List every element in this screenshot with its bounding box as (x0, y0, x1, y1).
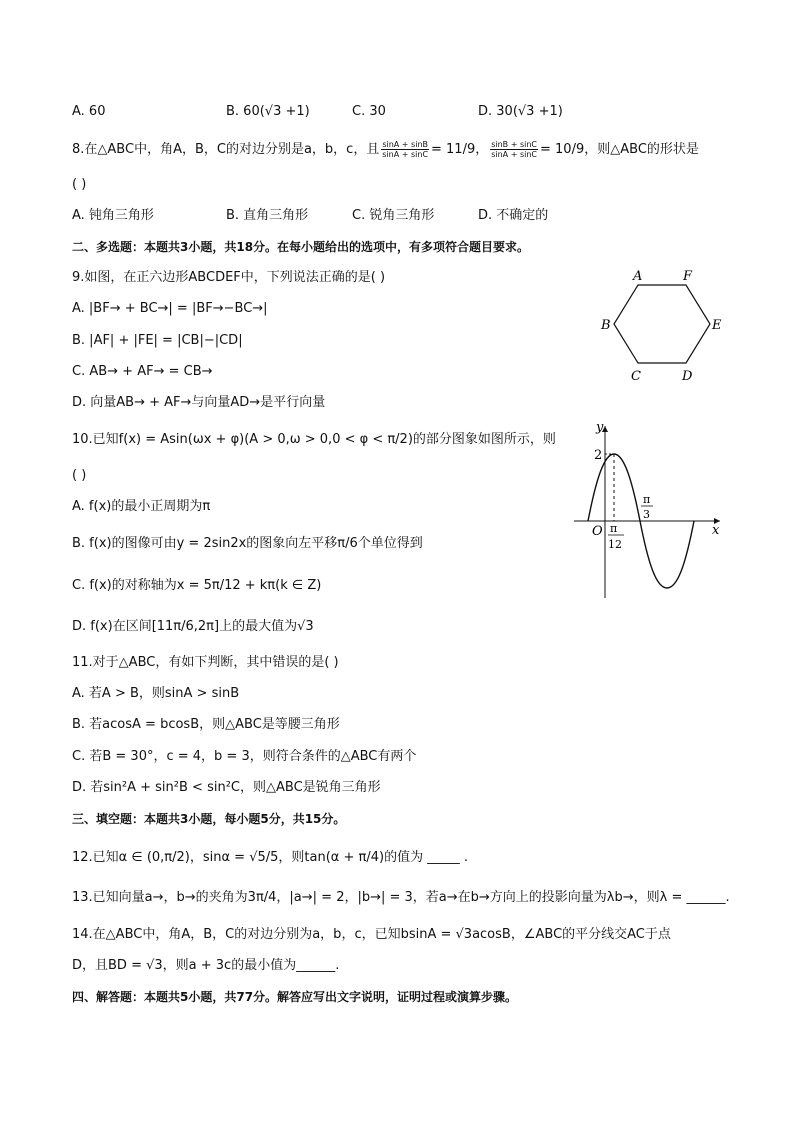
q11-option-d: D. 若sin²A + sin²B < sin²C，则△ABC是锐角三角形 (72, 780, 381, 795)
q9-option-b: B. |AF| + |FE| = |CB|−|CD| (72, 333, 243, 348)
tick-pi-12-num: π (610, 522, 618, 535)
hex-label-e: E (712, 318, 722, 333)
q8-eq2: = 10/9，则△ABC的形状是 (540, 142, 699, 157)
q10-option-d: D. f(x)在区间[11π/6,2π]上的最大值为√3 (72, 619, 314, 634)
q14-line-1: 14.在△ABC中，角A，B，C的对边分别为a，b，c，已知bsinA = √3acosB，∠ABC的平分线交AC于点 (72, 927, 671, 942)
q9-option-d: D. 向量AB→ + AF→与向量AD→是平行向量 (72, 395, 326, 410)
q13-text: 13.已知向量a→，b→的夹角为3π/4，|a→| = 2，|b→| = 3，若a→在b→方向上的投影向量为λb→，则λ = ______. (72, 890, 730, 905)
q8-frac1-num: sinA + sinB (382, 140, 428, 149)
q9-stem: 9.如图，在正六边形ABCDEF中，下列说法正确的是( ) (72, 270, 386, 285)
section-3-heading: 三、填空题：本题共3小题，每小题5分，共15分。 (72, 812, 346, 826)
sine-graph (570, 418, 730, 602)
q8-option-d: D. 不确定的 (478, 208, 549, 223)
hex-label-f: F (683, 269, 693, 284)
q7-option-a: A. 60 (72, 104, 106, 119)
q8-stem (72, 140, 699, 159)
y-axis-label: y (596, 420, 604, 435)
x-axis-label: x (712, 523, 720, 538)
q11-stem: 11.对于△ABC，有如下判断，其中错误的是( ) (72, 655, 339, 670)
q10-stem: 10.已知f(x) = Asin(ωx + φ)(A > 0,ω > 0,0 < φ < π/2)的部分图象如图所示，则 (72, 432, 556, 447)
tick-pi-3-den: 3 (643, 508, 650, 521)
q8-eq1: = 11/9， (431, 142, 489, 157)
hex-label-a: A (633, 269, 643, 284)
q12-text: 12.已知α ∈ (0,π/2)，sinα = √5/5，则tan(α + π/4)的值为 _____ . (72, 850, 468, 865)
q10-option-c: C. f(x)的对称轴为x = 5π/12 + kπ(k ∈ Z) (72, 578, 322, 593)
q8-option-b: B. 直角三角形 (226, 208, 309, 223)
q8-number: 8. (72, 142, 85, 157)
hex-label-d: D (682, 369, 693, 384)
q11-option-a: A. 若A > B，则sinA > sinB (72, 686, 240, 701)
q10-paren: ( ) (72, 468, 87, 483)
origin-label: O (592, 524, 603, 539)
q8-fraction-1 (381, 140, 429, 159)
q8-option-c: C. 锐角三角形 (352, 208, 435, 223)
q8-fraction-2 (490, 140, 538, 159)
hex-label-b: B (601, 318, 611, 333)
q11-option-c: C. 若B = 30°，c = 4，b = 3，则符合条件的△ABC有两个 (72, 749, 417, 764)
q9-option-a: A. |BF→ + BC→| = |BF→−BC→| (72, 301, 268, 316)
hex-label-c: C (631, 369, 641, 384)
peak-value-label: 2 (594, 448, 603, 463)
q7-option-d: D. 30(√3 +1) (478, 104, 563, 119)
q8-stem-text: 在△ABC中，角A，B，C的对边分别是a，b，c，且 (84, 142, 380, 157)
q10-option-a: A. f(x)的最小正周期为π (72, 499, 211, 514)
section-4-heading: 四、解答题：本题共5小题，共77分。解答应写出文字说明，证明过程或演算步骤。 (72, 990, 518, 1004)
q10-option-b: B. f(x)的图像可由y = 2sin2x的图象向左平移π/6个单位得到 (72, 536, 423, 551)
q8-frac1-den: sinA + sinC (382, 150, 429, 159)
q14-line-2: D，且BD = √3，则a + 3c的最小值为______. (72, 958, 340, 973)
q8-frac2-num: sinB + sinC (491, 140, 538, 149)
tick-pi-3-num: π (643, 493, 651, 506)
q7-option-c: C. 30 (352, 104, 386, 119)
q9-option-c: C. AB→ + AF→ = CB→ (72, 364, 213, 379)
q8-frac2-den: sinA + sinC (491, 150, 537, 159)
q7-option-b: B. 60(√3 +1) (226, 104, 310, 119)
q11-option-b: B. 若acosA = bcosB，则△ABC是等腰三角形 (72, 717, 340, 732)
q8-option-a: A. 钝角三角形 (72, 208, 154, 223)
hexagon-shape (614, 285, 710, 363)
hexagon-figure (596, 265, 726, 387)
tick-pi-12-den: 12 (608, 538, 622, 551)
q8-paren: ( ) (72, 177, 87, 192)
section-2-heading: 二、多选题：本题共3小题，共18分。在每小题给出的选项中，有多项符合题目要求。 (72, 240, 530, 254)
